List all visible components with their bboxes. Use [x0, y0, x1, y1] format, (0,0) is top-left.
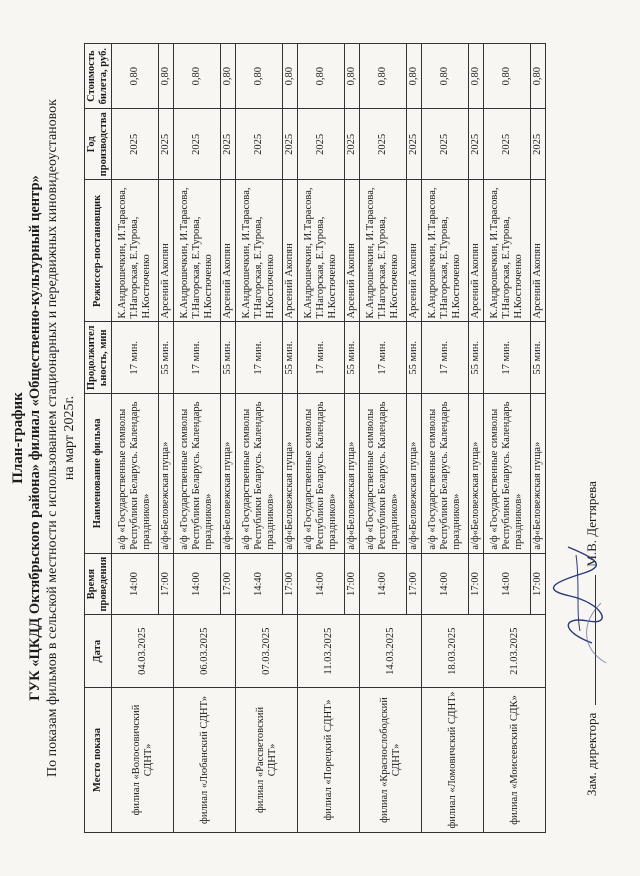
cell-duration: 17 мин. — [360, 322, 407, 394]
cell-year: 2025 — [469, 109, 484, 180]
cell-time: 14:00 — [112, 553, 159, 615]
cell-film: а/ф «Государственные символы Республики Беларусь. Календарь праздников» — [484, 394, 531, 554]
cell-date: 07.03.2025 — [236, 615, 298, 687]
cell-film: а/ф«Беловежская пуща» — [469, 394, 484, 554]
cell-year: 2025 — [112, 109, 159, 180]
cell-place: филиал «Волосовичский СДНТ» — [112, 687, 174, 832]
cell-price: 0,80 — [283, 44, 298, 109]
cell-duration: 17 мин. — [298, 322, 345, 394]
cell-director: Арсений Акопян — [345, 180, 360, 322]
cell-duration: 17 мин. — [484, 322, 531, 394]
cell-price: 0,80 — [298, 44, 345, 109]
cell-time: 14:00 — [298, 553, 345, 615]
cell-price: 0,80 — [422, 44, 469, 109]
cell-price: 0,80 — [159, 44, 174, 109]
cell-date: 11.03.2025 — [298, 615, 360, 687]
cell-time: 17:00 — [469, 553, 484, 615]
cell-year: 2025 — [531, 109, 546, 180]
cell-time: 14:00 — [422, 553, 469, 615]
cell-duration: 17 мин. — [422, 322, 469, 394]
cell-director: Арсений Акопян — [531, 180, 546, 322]
cell-time: 14:40 — [236, 553, 283, 615]
cell-film: а/ф«Беловежская пуща» — [531, 394, 546, 554]
cell-director: К.Андрошечкин, И.Тарасова, Т.Нагорская, Е.Турова, Н.Костюченко — [174, 180, 221, 322]
cell-duration: 55 мин. — [469, 322, 484, 394]
cell-place: филиал «Порецкий СДНТ» — [298, 687, 360, 832]
cell-time: 17:00 — [345, 553, 360, 615]
cell-time: 14:00 — [360, 553, 407, 615]
cell-price: 0,80 — [174, 44, 221, 109]
cell-duration: 17 мин. — [174, 322, 221, 394]
table-header-row — [85, 44, 112, 833]
table-row — [174, 44, 221, 833]
cell-director: К.Андрошечкин, И.Тарасова, Т.Нагорская, Е.Турова, Н.Костюченко — [422, 180, 469, 322]
period-line: на март 2025г. — [62, 395, 77, 481]
table-row — [422, 44, 469, 833]
cell-film: а/ф «Государственные символы Республики Беларусь. Календарь праздников» — [298, 394, 345, 554]
cell-director: Арсений Акопян — [283, 180, 298, 322]
cell-duration: 55 мин. — [283, 322, 298, 394]
column-header-time: Время проведения — [85, 553, 112, 615]
document-heading — [10, 10, 78, 866]
cell-year: 2025 — [236, 109, 283, 180]
column-header-director: Режиссер-постановщик — [85, 180, 112, 322]
cell-duration: 55 мин. — [159, 322, 174, 394]
table-row — [484, 44, 531, 833]
cell-date: 04.03.2025 — [112, 615, 174, 687]
cell-director: Арсений Акопян — [159, 180, 174, 322]
cell-time: 14:00 — [174, 553, 221, 615]
cell-price: 0,80 — [345, 44, 360, 109]
cell-director: К.Андрошечкин, И.Тарасова, Т.Нагорская, Е.Турова, Н.Костюченко — [298, 180, 345, 322]
cell-time: 14:00 — [484, 553, 531, 615]
cell-price: 0,80 — [469, 44, 484, 109]
cell-price: 0,80 — [236, 44, 283, 109]
column-header-date: Дата — [85, 615, 112, 687]
cell-price: 0,80 — [484, 44, 531, 109]
cell-place: филиал «Краснослободский СДНТ» — [360, 687, 422, 832]
cell-film: а/ф «Государственные символы Республики Беларусь. Календарь праздников» — [360, 394, 407, 554]
document-title: План-график — [10, 392, 26, 484]
cell-film: а/ф «Государственные символы Республики Беларусь. Календарь праздников» — [112, 394, 159, 554]
column-header-film: Наименование фильма — [85, 394, 112, 554]
cell-film: а/ф «Государственные символы Республики Беларусь. Календарь праздников» — [236, 394, 283, 554]
cell-duration: 55 мин. — [407, 322, 422, 394]
cell-year: 2025 — [407, 109, 422, 180]
cell-place: филиал «Рассветовский СДНТ» — [236, 687, 298, 832]
cell-price: 0,80 — [531, 44, 546, 109]
cell-time: 17:00 — [159, 553, 174, 615]
cell-year: 2025 — [283, 109, 298, 180]
cell-director: К.Андрошечкин, И.Тарасова, Т.Нагорская, Е.Турова, Н.Костюченко — [484, 180, 531, 322]
organization-line: ГУК «ЦКДД Октябрьского района» филиал «Общественно-культурный центр» — [27, 175, 43, 701]
cell-director: Арсений Акопян — [221, 180, 236, 322]
cell-date: 14.03.2025 — [360, 615, 422, 687]
signer-position: Зам. директора — [584, 712, 599, 796]
table-row — [236, 44, 283, 833]
cell-duration: 55 мин. — [221, 322, 236, 394]
document-page — [10, 10, 630, 866]
cell-price: 0,80 — [221, 44, 236, 109]
cell-film: а/ф«Беловежская пуща» — [283, 394, 298, 554]
cell-duration: 17 мин. — [112, 322, 159, 394]
cell-year: 2025 — [422, 109, 469, 180]
column-header-year: Год производства — [85, 109, 112, 180]
column-header-place: Место показа — [85, 687, 112, 832]
cell-director: К.Андрошечкин, И.Тарасова, Т.Нагорская, Е.Турова, Н.Костюченко — [112, 180, 159, 322]
cell-year: 2025 — [174, 109, 221, 180]
cell-year: 2025 — [360, 109, 407, 180]
cell-time: 17:00 — [407, 553, 422, 615]
schedule-table — [84, 43, 546, 833]
cell-film: а/ф «Государственные символы Республики Беларусь. Календарь праздников» — [174, 394, 221, 554]
cell-time: 17:00 — [283, 553, 298, 615]
cell-year: 2025 — [345, 109, 360, 180]
cell-director: К.Андрошечкин, И.Тарасова, Т.Нагорская, Е.Турова, Н.Костюченко — [236, 180, 283, 322]
cell-director: К.Андрошечкин, И.Тарасова, Т.Нагорская, Е.Турова, Н.Костюченко — [360, 180, 407, 322]
cell-time: 17:00 — [531, 553, 546, 615]
cell-film: а/ф«Беловежская пуща» — [221, 394, 236, 554]
cell-year: 2025 — [221, 109, 236, 180]
cell-date: 06.03.2025 — [174, 615, 236, 687]
cell-film: а/ф«Беловежская пуща» — [345, 394, 360, 554]
cell-place: филиал «Любанский СДНТ» — [174, 687, 236, 832]
cell-date: 21.03.2025 — [484, 615, 546, 687]
cell-year: 2025 — [159, 109, 174, 180]
cell-place: филиал «Моисеевский СДК» — [484, 687, 546, 832]
cell-price: 0,80 — [360, 44, 407, 109]
schedule-body — [112, 44, 546, 833]
table-row — [112, 44, 159, 833]
cell-price: 0,80 — [112, 44, 159, 109]
cell-film: а/ф«Беловежская пуща» — [159, 394, 174, 554]
cell-director: Арсений Акопян — [469, 180, 484, 322]
cell-date: 18.03.2025 — [422, 615, 484, 687]
cell-duration: 17 мин. — [236, 322, 283, 394]
cell-year: 2025 — [484, 109, 531, 180]
signer-name: М.В. Дегтярева — [584, 481, 599, 567]
table-row — [360, 44, 407, 833]
cell-duration: 55 мин. — [531, 322, 546, 394]
cell-director: Арсений Акопян — [407, 180, 422, 322]
cell-year: 2025 — [298, 109, 345, 180]
cell-film: а/ф «Государственные символы Республики Беларусь. Календарь праздников» — [422, 394, 469, 554]
cell-duration: 55 мин. — [345, 322, 360, 394]
table-row — [298, 44, 345, 833]
cell-time: 17:00 — [221, 553, 236, 615]
column-header-duration: Продолжител ьность, мин — [85, 322, 112, 394]
stamp-mark — [576, 598, 616, 668]
cell-film: а/ф«Беловежская пуща» — [407, 394, 422, 554]
column-header-price: Стоимость билета, руб. — [85, 44, 112, 109]
cell-price: 0,80 — [407, 44, 422, 109]
cell-place: филиал «Ломовичский СДНТ» — [422, 687, 484, 832]
subtitle-line: По показам фильмов в сельской местности с использованием стационарных и передвижных киновидеоустановок — [45, 99, 60, 778]
